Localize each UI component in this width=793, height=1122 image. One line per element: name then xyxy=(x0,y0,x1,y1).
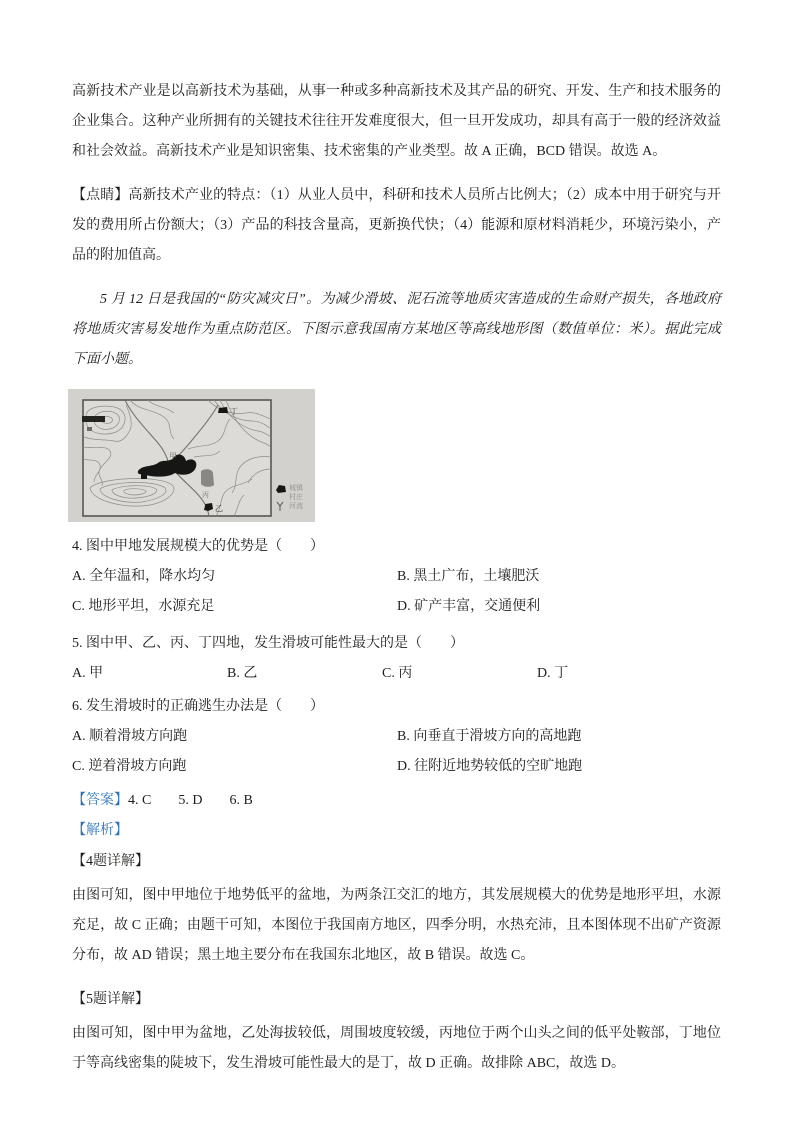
detail-4-header: 【4题详解】 xyxy=(72,854,149,869)
question-5-option-b: B. 乙 xyxy=(227,666,258,681)
question-5-option-c: C. 丙 xyxy=(382,666,413,681)
question-5-options-row xyxy=(72,659,721,689)
question-4 xyxy=(72,532,721,622)
answer-q4: 4. C xyxy=(128,793,152,808)
question-5 xyxy=(72,629,721,689)
legend-label-town: 城镇 xyxy=(289,484,303,492)
map-label-yi: 乙 xyxy=(215,504,223,513)
question-4-option-d: D. 矿产丰富，交通便利 xyxy=(397,599,541,614)
paragraph-dianjing: 【点睛】高新技术产业的特点：（1）从业人员中，科研和技术人员所占比例大；（2）成本中用于研究与开发的费用所占份额大；（3）产品的科技含量高，更新换代快；（4）能源和原材料消耗少，环境污染小，产品的附加值高。 xyxy=(72,188,721,263)
detail-5-body: 由图可知，图中甲为盆地，乙处海拔较低，周围坡度较缓，丙地位于两个山头之间的低平处鞍部，丁地位于等高线密集的陡坡下，发生滑坡可能性最大的是丁，故 D 正确。故排除 ABC，故选 D。 xyxy=(72,1026,721,1071)
question-4-option-c: C. 地形平坦，水源充足 xyxy=(72,599,215,614)
spot-elevation-tick xyxy=(87,427,92,431)
detail-5-header: 【5题详解】 xyxy=(72,992,149,1007)
question-5-stem: 5. 图中甲、乙、丙、丁四地，发生滑坡可能性最大的是（ ） xyxy=(72,636,464,651)
question-5-option-a: A. 甲 xyxy=(72,666,104,681)
question-4-options-row-1 xyxy=(72,562,721,592)
spot-elevation-mark xyxy=(82,416,105,422)
analysis-marker: 【解析】 xyxy=(72,823,128,838)
paragraph-hightech-analysis: 高新技术产业是以高新技术为基础，从事一种或多种高新技术及其产品的研究、开发、生产和技术服务的企业集合。这种产业所拥有的关键技术往往开发难度很大，但一旦开发成功，却具有高于一般的经济效益和社会效益。高新技术产业是知识密集、技术密集的产业类型。故 A 正确，BCD 错误。故选 A。 xyxy=(72,84,721,159)
question-6 xyxy=(72,692,721,782)
question-5-option-d: D. 丁 xyxy=(537,666,569,681)
question-4-option-b: B. 黑土广布，土壤肥沃 xyxy=(397,569,540,584)
question-6-option-a: A. 顺着滑坡方向跑 xyxy=(72,729,188,744)
answer-q6: 6. B xyxy=(229,793,253,808)
question-6-option-d: D. 往附近地势较低的空旷地跑 xyxy=(397,759,583,774)
question-6-option-c: C. 逆着滑坡方向跑 xyxy=(72,759,187,774)
answer-line xyxy=(72,786,721,816)
question-6-stem: 6. 发生滑坡时的正确逃生办法是（ ） xyxy=(72,699,324,714)
contour-map-figure xyxy=(68,389,315,522)
question-6-options-row-2 xyxy=(72,752,721,782)
map-label-ding: 丁 xyxy=(230,407,238,416)
legend-label-river: 河流 xyxy=(289,502,303,510)
map-label-jia: 甲 xyxy=(169,452,177,461)
question-4-options-row-2 xyxy=(72,592,721,622)
settlement-bing-blob xyxy=(201,469,214,487)
map-label-bing: 丙 xyxy=(202,491,209,499)
paragraph-scenario: 5 月 12 日是我国的“防灾减灾日”。为减少滑坡、泥石流等地质灾害造成的生命财产损失，各地政府将地质灾害易发地作为重点防范区。下图示意我国南方某地区等高线地形图（数值单位：米）。据此完成下面小题。 xyxy=(72,292,721,367)
question-6-options-row-1 xyxy=(72,722,721,752)
settlement-jia-annex xyxy=(141,474,147,479)
detail-4-body: 由图可知，图中甲地位于地势低平的盆地，为两条江交汇的地方，其发展规模大的优势是地形平坦，水源充足，故 C 正确；由题干可知，本图位于我国南方地区，四季分明，水热充沛，且本图体现不出矿产资源分布，故 AD 错误；黑土地主要分布在我国东北地区，故 B 错误。故选 C。 xyxy=(72,888,721,963)
question-4-stem: 4. 图中甲地发展规模大的优势是（ ） xyxy=(72,539,324,554)
question-4-option-a: A. 全年温和，降水均匀 xyxy=(72,569,216,584)
answer-marker: 【答案】 xyxy=(72,793,128,808)
legend-label-village: 村庄 xyxy=(289,493,303,501)
analysis-marker-line xyxy=(72,816,721,846)
answer-q5: 5. D xyxy=(178,793,203,808)
question-6-option-b: B. 向垂直于滑坡方向的高地跑 xyxy=(397,729,582,744)
